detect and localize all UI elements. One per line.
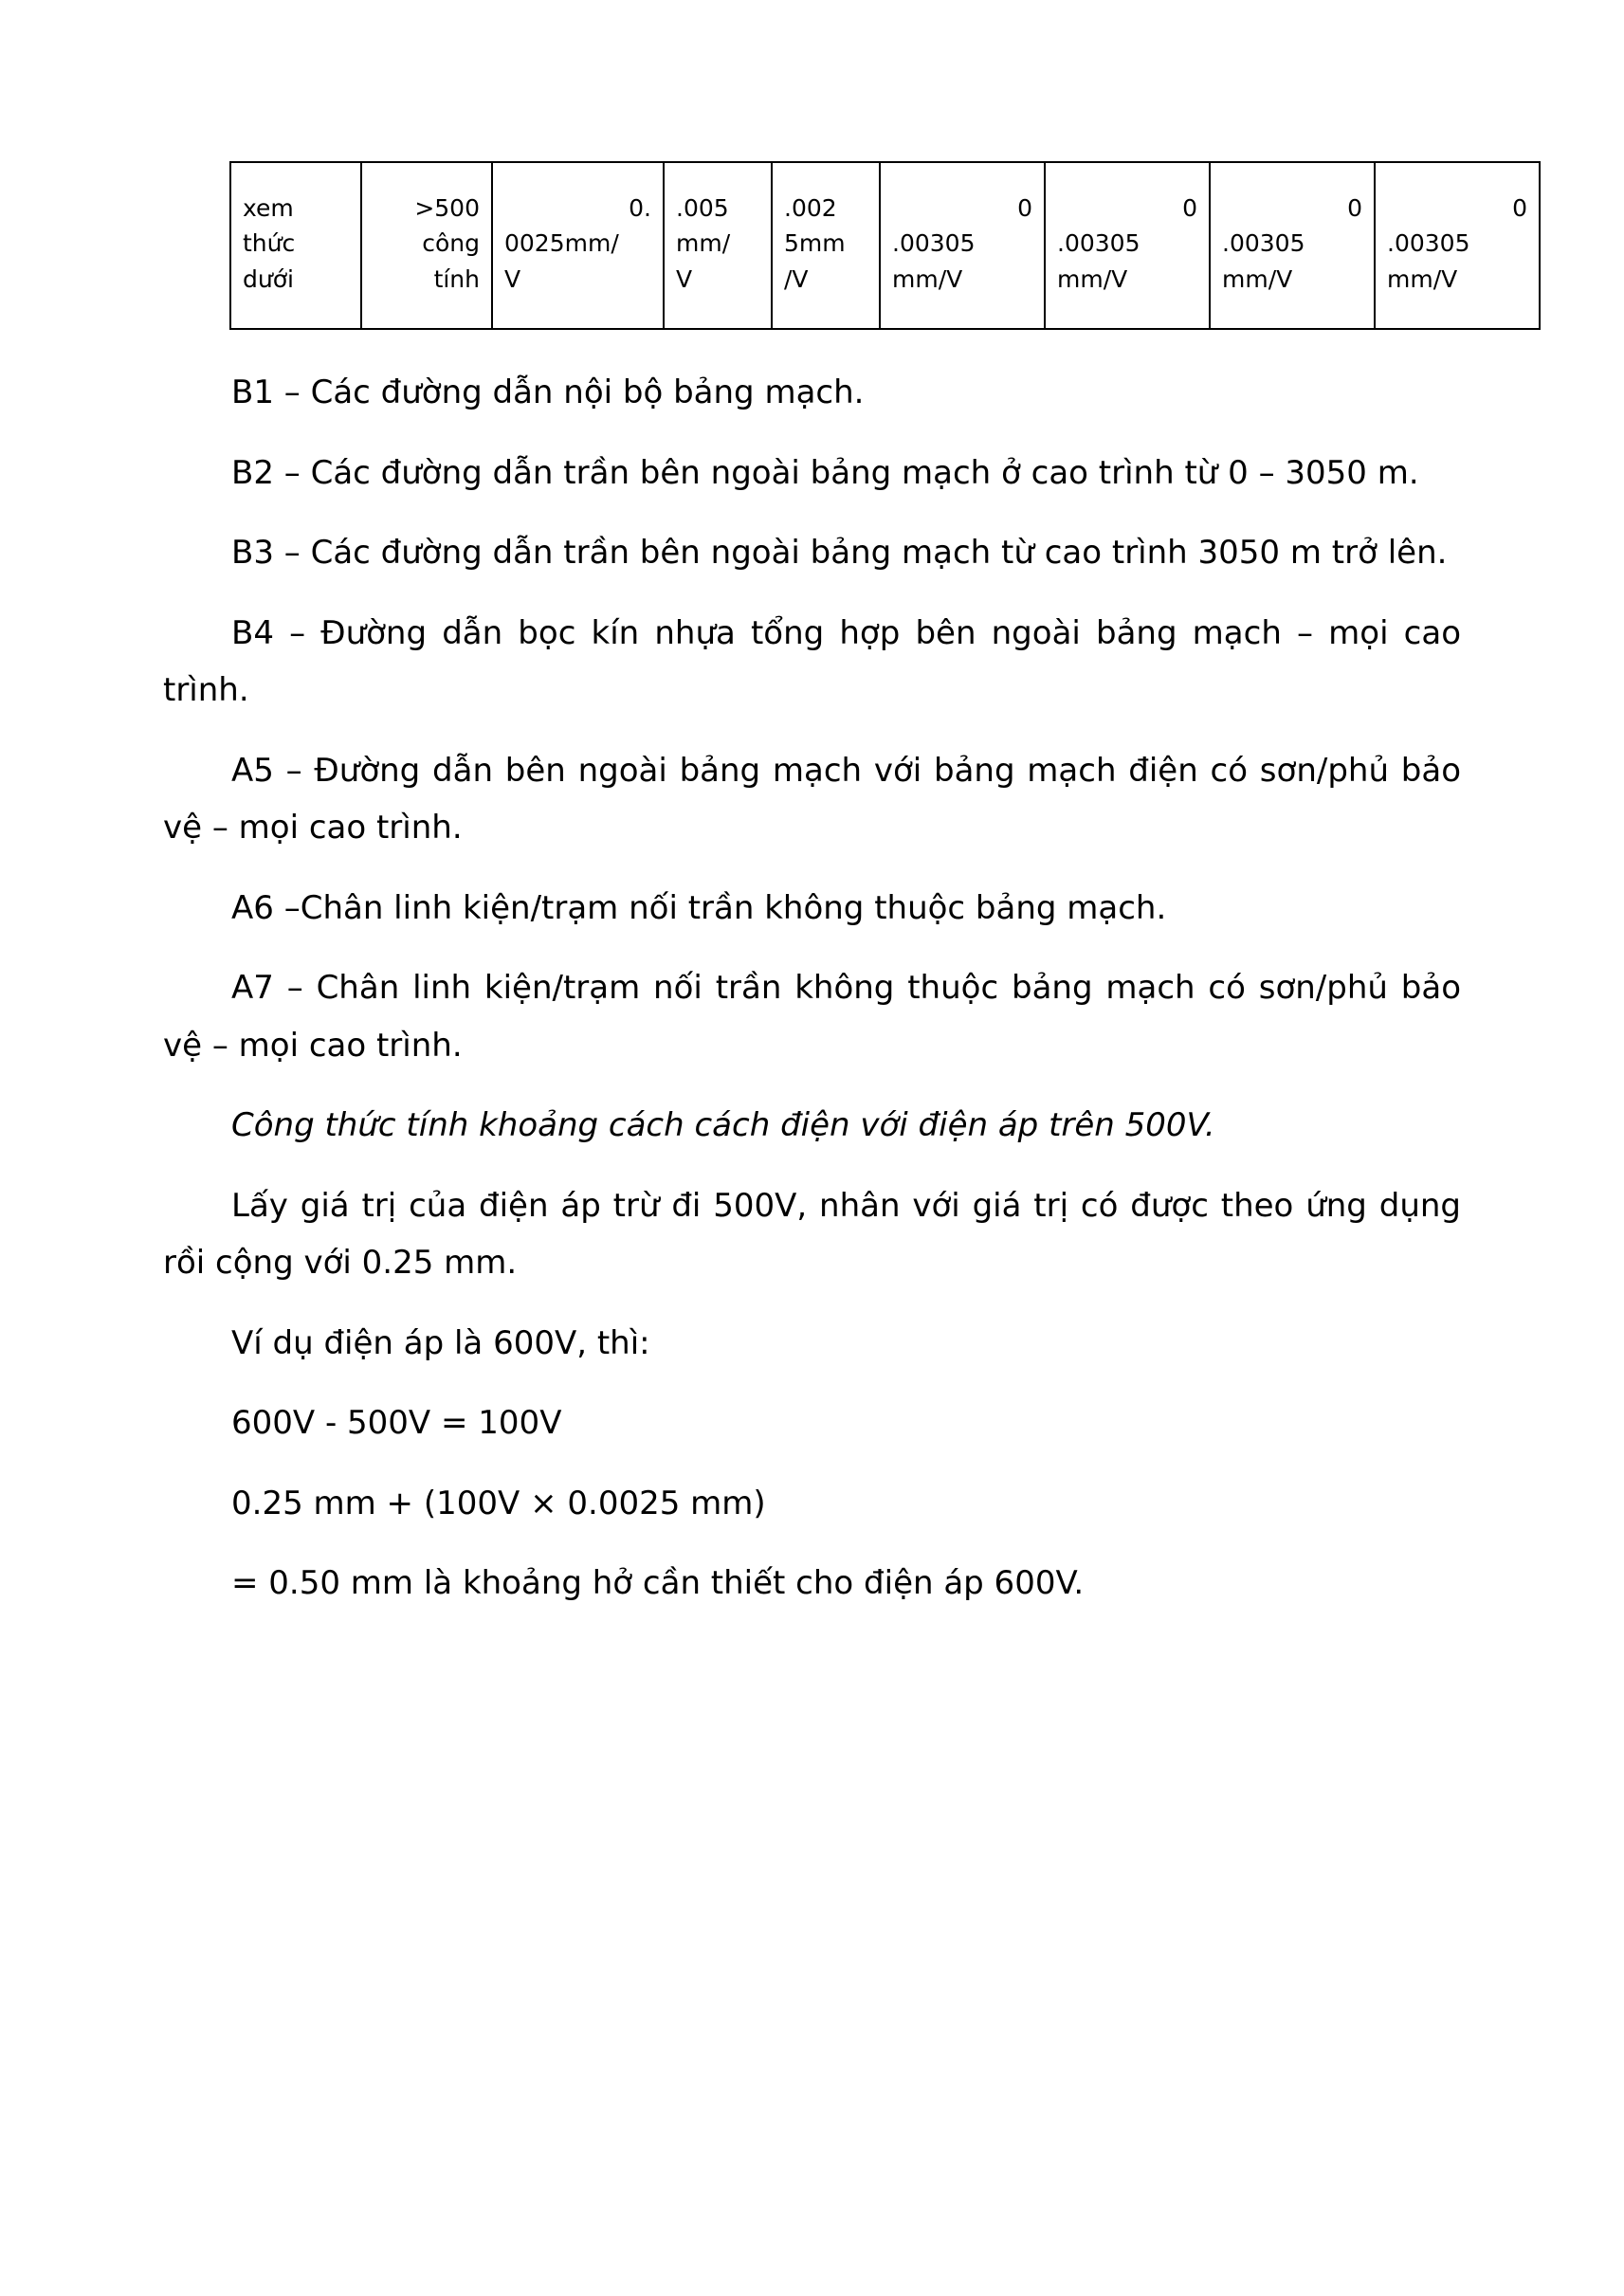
cell-voltage-range xyxy=(361,162,492,329)
cell-b1-line-2: 0025mm/ xyxy=(504,229,619,258)
paragraph-formula-heading: Công thức tính khoảng cách cách điện với điện áp trên 500V. xyxy=(231,1106,1215,1145)
cell-b1-line-3: V xyxy=(504,264,521,293)
cell-a6-line-3: mm/V xyxy=(1222,264,1293,293)
cell-voltage-range-line-3: tính xyxy=(433,264,480,293)
cell-b1 xyxy=(492,162,664,329)
clearance-spec-table xyxy=(229,161,1541,330)
cell-a5-line-1: 0 xyxy=(1182,193,1197,222)
cell-a5 xyxy=(1045,162,1210,329)
cell-note-line-3: dưới xyxy=(243,264,294,293)
paragraph-b3: B3 – Các đường dẫn trần bên ngoài bảng mạch từ cao trình 3050 m trở lên. xyxy=(231,534,1448,573)
cell-b1-line-1: 0. xyxy=(629,193,651,222)
cell-b3-line-2: 5mm xyxy=(784,229,846,258)
paragraph-a6: A6 –Chân linh kiện/trạm nối trần không thuộc bảng mạch. xyxy=(231,888,1167,927)
document-body xyxy=(163,364,1461,1613)
paragraph-formula-rule: Lấy giá trị của điện áp trừ đi 500V, nhân với giá trị có được theo ứng dụng rồi cộng với 0.25 mm. xyxy=(163,1186,1461,1283)
cell-b2-line-2: mm/ xyxy=(676,229,731,258)
table-body xyxy=(230,162,1540,329)
cell-b4-line-3: mm/V xyxy=(892,264,963,293)
cell-a5-line-2: .00305 xyxy=(1057,229,1140,258)
cell-a6-line-2: .00305 xyxy=(1222,229,1305,258)
cell-b3-line-1: .002 xyxy=(784,193,837,222)
cell-b2-line-1: .005 xyxy=(676,193,729,222)
cell-b4-line-1: 0 xyxy=(1017,193,1032,222)
paragraph-a7: A7 – Chân linh kiện/trạm nối trần không thuộc bảng mạch có sơn/phủ bảo vệ – mọi cao trình. xyxy=(163,969,1461,1065)
cell-a7-line-2: .00305 xyxy=(1387,229,1470,258)
cell-a5-line-3: mm/V xyxy=(1057,264,1128,293)
cell-a7-line-3: mm/V xyxy=(1387,264,1458,293)
cell-a6 xyxy=(1210,162,1375,329)
cell-b3-line-3: /V xyxy=(784,264,809,293)
paragraph-example-step-2: 0.25 mm + (100V × 0.0025 mm) xyxy=(231,1484,766,1522)
paragraph-example-result: = 0.50 mm là khoảng hở cần thiết cho điện áp 600V. xyxy=(231,1564,1085,1603)
paragraph-b1: B1 – Các đường dẫn nội bộ bảng mạch. xyxy=(231,374,865,411)
cell-b4-line-2: .00305 xyxy=(892,229,976,258)
cell-b2-line-3: V xyxy=(676,264,693,293)
paragraph-a5: A5 – Đường dẫn bên ngoài bảng mạch với bảng mạch điện có sơn/phủ bảo vệ – mọi cao trình. xyxy=(163,751,1461,847)
cell-b2 xyxy=(664,162,772,329)
cell-a7 xyxy=(1375,162,1540,329)
paragraph-b4: B4 – Đường dẫn bọc kín nhựa tổng hợp bên ngoài bảng mạch – mọi cao trình. xyxy=(163,613,1461,710)
cell-note-line-1: xem xyxy=(243,193,294,222)
cell-voltage-range-line-1: >500 xyxy=(414,193,480,222)
table-row xyxy=(230,162,1540,329)
cell-note-line-2: thức xyxy=(243,229,296,258)
cell-b3 xyxy=(772,162,880,329)
cell-a6-line-1: 0 xyxy=(1347,193,1362,222)
cell-note xyxy=(230,162,361,329)
paragraph-example-intro: Ví dụ điện áp là 600V, thì: xyxy=(231,1323,650,1362)
paragraph-example-step-1: 600V - 500V = 100V xyxy=(231,1404,562,1443)
cell-b4 xyxy=(880,162,1045,329)
cell-a7-line-1: 0 xyxy=(1512,193,1527,222)
paragraph-b2: B2 – Các đường dẫn trần bên ngoài bảng mạch ở cao trình từ 0 – 3050 m. xyxy=(231,453,1419,492)
cell-voltage-range-line-2: công xyxy=(422,229,480,258)
